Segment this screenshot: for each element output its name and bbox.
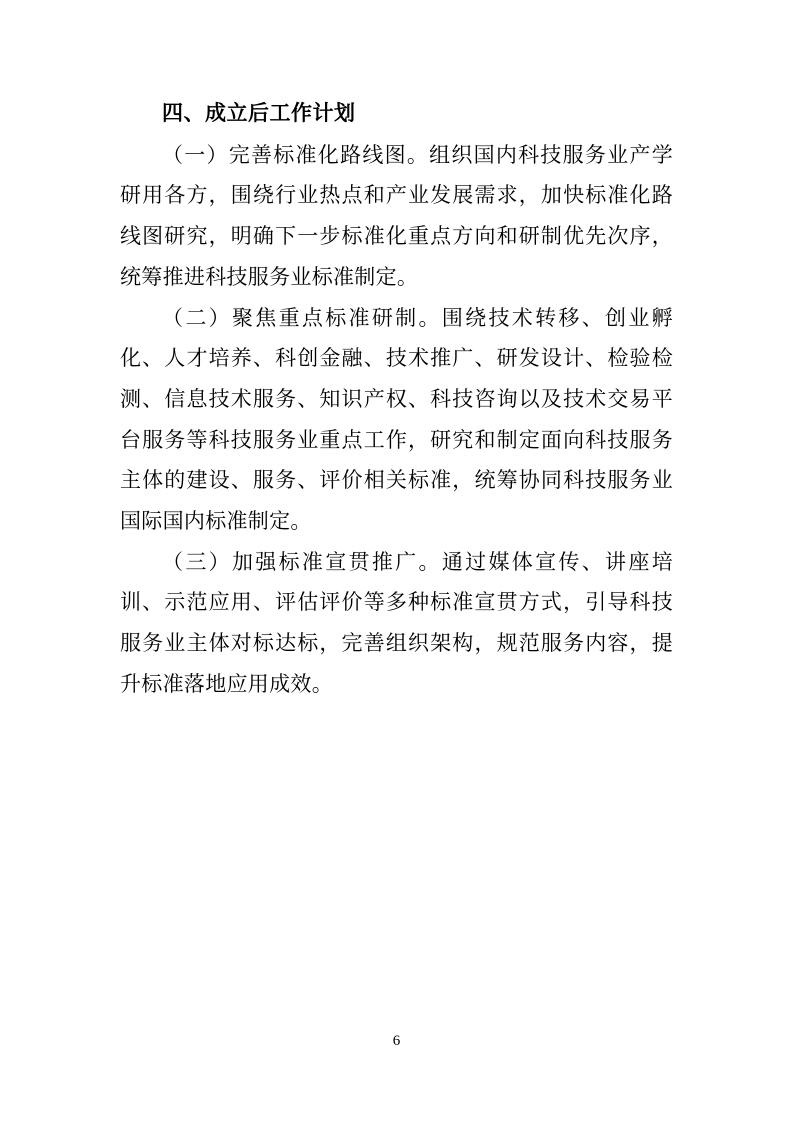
paragraph-2: （二）聚焦重点标准研制。围绕技术转移、创业孵化、人才培养、科创金融、技术推广、研发设计、检验检测、信息技术服务、知识产权、科技咨询以及技术交易平台服务等科技服务业重点工作，研究和制定面向科技服务主体的建设、服务、评价相关标准，统筹协同科技服务业国际国内标准制定。 [120,305,673,534]
paragraph-3: （三）加强标准宣贯推广。通过媒体宣传、讲座培训、示范应用、评估评价等多种标准宣贯方式，引导科技服务业主体对标达标，完善组织架构，规范服务内容，提升标准落地应用成效。 [120,549,673,696]
paragraph-1: （一）完善标准化路线图。组织国内科技服务业产学研用各方，围绕行业热点和产业发展需求，加快标准化路线图研究，明确下一步标准化重点方向和研制优先次序，统筹推进科技服务业标准制定。 [120,142,673,289]
page-footer [0,1032,793,1050]
section-heading: 四、成立后工作计划 [162,102,356,125]
document-body [120,94,673,705]
page-number: 6 [392,1033,401,1049]
